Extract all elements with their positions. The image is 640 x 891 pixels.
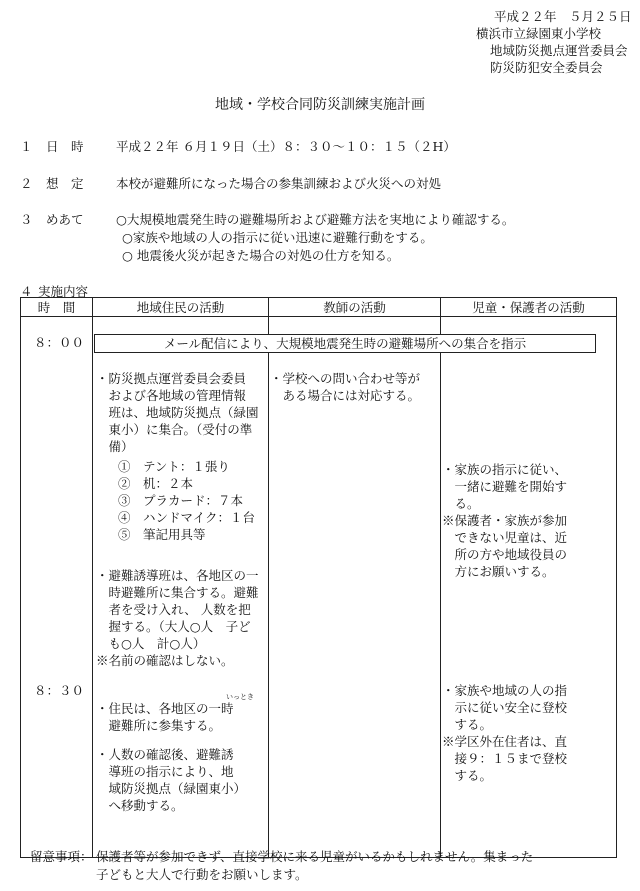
- goal-item: ○家族や地域の人の指示に従い迅速に避難行動をする。: [122, 230, 433, 245]
- school-name: 横浜市立緑園東小学校: [476, 26, 602, 41]
- document-date: 平成２２年 ５月２５日: [494, 9, 632, 24]
- time-label-800: ８：００: [34, 335, 85, 350]
- students-block-1: ・家族の指示に従い、 一緒に避難を開始す る。 ※保護者・家族が参加 できない児童は、近 所の方や地域役員の 方にお願いする。: [442, 462, 568, 579]
- list-item: ③ プラカード：７本: [118, 493, 244, 508]
- header-students: 児童・保護者の活動: [441, 298, 617, 317]
- list-item: ② 机：２本: [118, 476, 194, 491]
- header-residents: 地域住民の活動: [93, 298, 269, 317]
- equipment-list: [118, 458, 255, 543]
- notes-text: 保護者等が参加できず、直接学校に来る児童がいるかもしれません。集まった 子どもと大人で行動をお願いします。: [96, 849, 534, 882]
- header-teachers: 教師の活動: [269, 298, 441, 317]
- list-item: ④ ハンドマイク：１台: [118, 510, 256, 525]
- notes-label: 留意事項：: [30, 849, 93, 864]
- committee-disaster: 地域防災拠点運営委員会: [490, 43, 628, 58]
- document-title: 地域・学校合同防災訓練実施計画: [215, 97, 425, 113]
- time-column: [21, 317, 93, 858]
- document-header: [470, 8, 635, 76]
- header-time: 時 間: [21, 298, 93, 317]
- residents-block-1: ・防災拠点運営委員会委員 および各地域の管理情報 班は、地域防災拠点（緑園 東小）に集合。（受付の準 備）: [96, 371, 259, 454]
- ruby-annotation: いっとき: [226, 693, 254, 701]
- schedule-value: 平成２２年 ６月１９日（土）８：３０〜１０：１５（２H）: [116, 139, 456, 154]
- mail-notice-banner: メール配信により、大規模地震発生時の避難場所への集合を指示: [94, 334, 596, 353]
- list-item: ⑤ 筆記用具等: [118, 527, 206, 542]
- residents-block-3: ・住民は、各地区の一時 避難所に参集する。: [96, 701, 234, 733]
- goal-item: ○大規模地震発生時の避難場所および避難方法を実地により確認する。: [116, 212, 515, 227]
- students-block-2: ・家族や地域の人の指 示に従い安全に登校 する。 ※学区外在住者は、直 接９：１５まで登校 する。: [442, 683, 568, 783]
- residents-block-2: ・避難誘導班は、各地区の一 時避難所に集合する。避難 者を受け入れ、 人数を把 握する。（大人○人 子ど も○人 計○人） ※名前の確認はしない。: [96, 568, 259, 668]
- teachers-block: ・学校への問い合わせ等が ある場合には対応する。: [270, 371, 421, 403]
- table-header-row: [21, 298, 617, 317]
- time-label-830: ８：３０: [34, 683, 85, 698]
- scenario-value: 本校が避難所になった場合の参集訓練および火災への対処: [116, 176, 442, 191]
- list-item: ① テント：１張り: [118, 459, 230, 474]
- goal-item: ○ 地震後火災が起きた場合の対処の仕方を知る。: [122, 248, 400, 263]
- committee-safety: 防災防犯安全委員会: [490, 60, 603, 75]
- residents-block-4: ・人数の確認後、避難誘 導班の指示により、地 域防災拠点（緑園東小） へ移動する。: [96, 747, 247, 813]
